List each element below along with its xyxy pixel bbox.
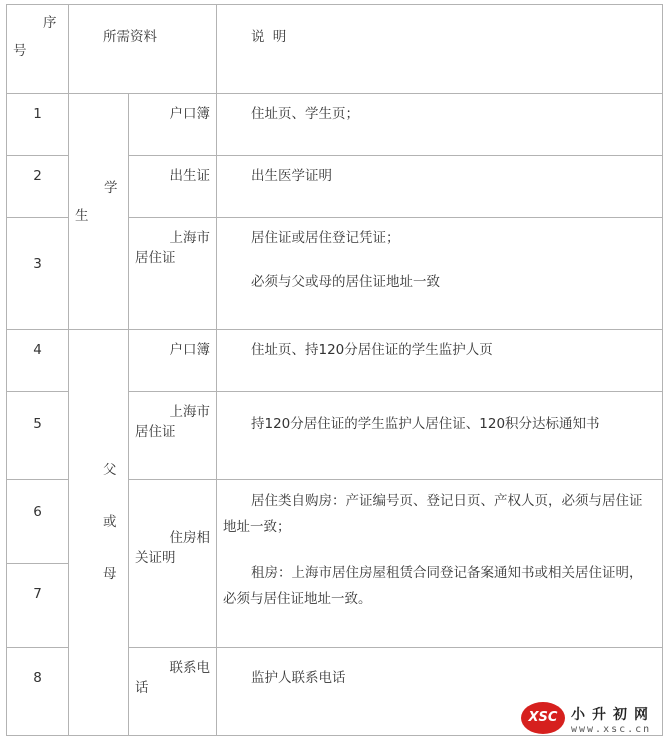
description-line: 持120分居住证的学生监护人居住证、120积分达标通知书 [251,416,600,432]
item-line-1: 上海市 [169,404,210,420]
logo-text: XSC [528,710,558,725]
description-line: 住址页、学生页； [251,106,359,122]
watermark-url: www.xsc.cn [571,724,652,735]
row-index: 6 [7,480,69,564]
description-paragraph: 租房：上海市居住房屋租赁合同登记备案通知书或相关居住证明，必须与居住证地址一致。 [223,565,643,607]
header-index-char-2: 号 [13,43,27,59]
group-parent-char-3: 母 [103,566,117,582]
watermark-site-name: 小升初网 [571,707,655,723]
group-student-char-2: 生 [75,208,89,224]
row-description [217,156,663,218]
header-index-cell [7,5,69,94]
header-index-char-1: 序 [43,15,57,31]
header-materials: 所需资料 [69,5,217,94]
item-line-1: 住房相 [169,530,210,546]
row-description [217,94,663,156]
requirements-table [6,4,663,736]
row-index: 1 [7,94,69,156]
site-watermark [521,700,661,740]
header-description: 说 明 [217,5,663,94]
row-index: 8 [7,648,69,736]
description-line: 住址页、持120分居住证的学生监护人页 [251,342,493,358]
row-item [129,94,217,156]
row-description [217,218,663,330]
item-line-1: 上海市 [169,230,210,246]
row-description [217,330,663,392]
row-index: 3 [7,218,69,330]
description-line: 居住证或居住登记凭证； [251,230,400,246]
description-line: 必须与父或母的居住证地址一致 [251,274,440,291]
item-line-1: 联系电 [169,660,210,676]
item-line-2: 居住证 [135,250,176,267]
row-index: 4 [7,330,69,392]
row-index: 5 [7,392,69,480]
item-line-1: 户口簿 [169,106,210,122]
group-parent-cell [69,330,129,736]
row-item [129,648,217,736]
group-parent-char-2: 或 [103,514,117,530]
group-student-cell [69,94,129,330]
description-paragraph: 居住类自购房：产证编号页、登记日页、产权人页，必须与居住证地址一致； [223,493,643,535]
item-line-1: 出生证 [169,168,210,184]
row-description [217,480,663,648]
row-item [129,218,217,330]
table-row [7,330,663,392]
row-index: 7 [7,564,69,648]
table-row [7,94,663,156]
group-parent-char-1: 父 [103,462,117,478]
item-line-2: 话 [135,680,149,697]
row-item [129,156,217,218]
row-item [129,392,217,480]
description-line: 出生医学证明 [251,168,332,184]
description-line: 监护人联系电话 [251,670,346,686]
item-line-2: 居住证 [135,424,176,441]
row-item [129,480,217,648]
item-line-2: 关证明 [135,550,176,567]
group-student-char-1: 学 [104,180,118,196]
row-index: 2 [7,156,69,218]
row-item [129,330,217,392]
row-description [217,392,663,480]
table-header-row [7,5,663,94]
item-line-1: 户口簿 [169,342,210,358]
